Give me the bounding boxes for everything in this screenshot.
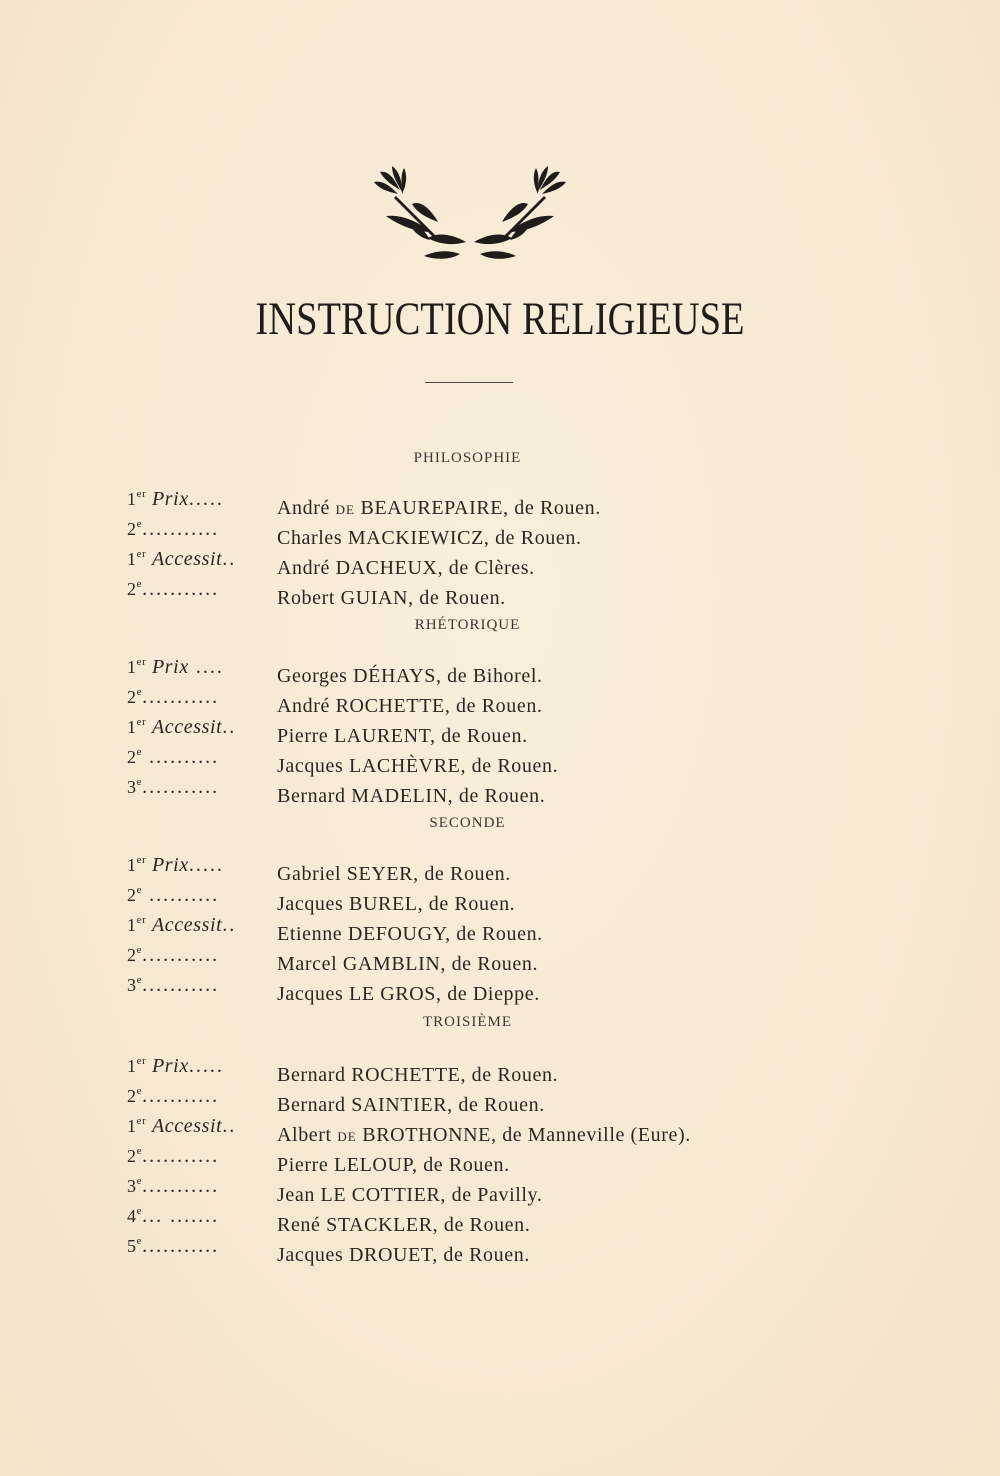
surname-and-town: LELOUP, de Rouen. (333, 1154, 510, 1176)
first-name: Etienne (277, 923, 343, 945)
leader-dots: ..... (188, 854, 224, 876)
leader-dots: ........... (142, 1175, 220, 1197)
surname-and-town: GUIAN, de Rouen. (340, 587, 506, 609)
laureate (277, 979, 540, 1009)
first-name: Jacques (277, 893, 344, 915)
rank-ordinal: e (136, 578, 143, 590)
section-heading: TROISIÈME (423, 1014, 512, 1030)
first-name: Gabriel (277, 863, 342, 885)
first-name: Albert (277, 1124, 332, 1146)
rank-ordinal: er (136, 1055, 147, 1067)
laureate (277, 583, 506, 613)
surname-and-town: STACKLER, de Rouen. (326, 1214, 531, 1236)
award-row (127, 1076, 545, 1116)
rank-ordinal: e (136, 776, 143, 788)
surname-and-town: DÉHAYS, de Bihorel. (353, 665, 543, 687)
leader-dots: .......... (142, 884, 220, 906)
first-name: Jacques (277, 1244, 344, 1266)
award-type: Prix (151, 656, 189, 678)
rank-ordinal: e (136, 1085, 143, 1097)
rank-number: 2 (127, 579, 137, 599)
rank-number: 2 (127, 519, 137, 539)
leader-dots: .. (222, 548, 237, 570)
first-name: Pierre (277, 725, 329, 747)
award-rank (127, 965, 277, 1000)
leader-dots: ........... (142, 578, 220, 600)
rank-ordinal: er (136, 1115, 147, 1127)
laureate (277, 1240, 530, 1270)
leader-dots: .. (222, 716, 237, 738)
award-rank (127, 767, 277, 802)
surname-and-town: ROCHETTE, de Rouen. (335, 695, 543, 717)
leader-dots: ........... (142, 1235, 220, 1257)
first-name: André (277, 695, 330, 717)
surname-and-town: BEAUREPAIRE, de Rouen. (360, 497, 601, 519)
rank-ordinal: er (136, 548, 147, 560)
award-row (127, 539, 535, 579)
rank-ordinal: er (136, 914, 147, 926)
rank-number: 2 (127, 1146, 137, 1166)
leader-dots: .. (222, 914, 237, 936)
first-name: Bernard (277, 1094, 346, 1116)
rank-ordinal: e (136, 944, 143, 956)
surname-and-town: MACKIEWICZ, de Rouen. (347, 527, 582, 549)
surname-and-town: LAURENT, de Rouen. (333, 725, 528, 747)
first-name: Jacques (277, 983, 344, 1005)
first-name: Pierre (277, 1154, 329, 1176)
rank-ordinal: e (136, 974, 143, 986)
rank-ordinal: e (136, 1235, 143, 1247)
rank-ordinal: e (136, 1145, 143, 1157)
rank-number: 2 (127, 945, 137, 965)
award-row (127, 569, 506, 609)
rank-number: 1 (127, 855, 137, 875)
award-row (127, 707, 528, 747)
leader-dots: ........... (142, 1145, 220, 1167)
award-type: Prix (151, 1055, 189, 1077)
award-rank (127, 1226, 277, 1261)
award-row (127, 905, 543, 945)
rank-ordinal: e (136, 1205, 143, 1217)
first-name: Georges (277, 665, 348, 687)
award-type: Accessit (151, 914, 223, 936)
award-row (127, 1196, 531, 1236)
leader-dots: .......... (142, 746, 220, 768)
leader-dots: ........... (142, 776, 220, 798)
rank-number: 2 (127, 687, 137, 707)
laureate (277, 781, 545, 811)
section-heading: PHILOSOPHIE (413, 450, 522, 466)
rank-ordinal: er (136, 716, 147, 728)
award-row (127, 647, 543, 687)
award-row (127, 479, 601, 519)
rank-number: 1 (127, 657, 137, 677)
rank-number: 1 (127, 717, 137, 737)
award-row (127, 677, 543, 717)
surname-and-town: LACHÈVRE, de Rouen. (349, 755, 559, 777)
rank-number: 4 (127, 1206, 137, 1226)
award-row (127, 1106, 691, 1146)
first-name: Bernard (277, 785, 346, 807)
rank-ordinal: er (136, 656, 147, 668)
surname-and-town: SAINTIER, de Rouen. (351, 1094, 545, 1116)
leader-dots: ... ....... (142, 1205, 220, 1227)
award-type: Prix (151, 854, 189, 876)
surname-and-town: LE COTTIER, de Pavilly. (320, 1184, 543, 1206)
award-type: Accessit (151, 548, 223, 570)
surname-and-town: BUREL, de Rouen. (349, 893, 516, 915)
rank-number: 1 (127, 549, 137, 569)
first-name: André (277, 497, 330, 519)
rank-number: 1 (127, 915, 137, 935)
award-row (127, 767, 546, 807)
surname-and-town: ROCHETTE, de Rouen. (351, 1064, 559, 1086)
surname-and-town: DROUET, de Rouen. (349, 1244, 530, 1266)
rank-number: 2 (127, 747, 137, 767)
surname-and-town: SEYER, de Rouen. (346, 863, 511, 885)
award-row (127, 1046, 559, 1086)
laurel-ornament-icon (360, 160, 580, 270)
leader-dots: ........... (142, 974, 220, 996)
rank-ordinal: er (136, 854, 147, 866)
rank-number: 1 (127, 489, 137, 509)
award-type: Accessit (151, 1115, 223, 1137)
leader-dots: .. (222, 1115, 237, 1137)
surname-and-town: LE GROS, de Dieppe. (349, 983, 540, 1005)
rank-ordinal: e (136, 884, 143, 896)
rank-ordinal: e (136, 518, 143, 530)
rank-number: 3 (127, 777, 137, 797)
leader-dots: ........... (142, 518, 220, 540)
first-name: Marcel (277, 953, 338, 975)
rank-ordinal: e (136, 746, 143, 758)
first-name: Robert (277, 587, 336, 609)
name-particle: DE (337, 1129, 357, 1144)
surname-and-town: MADELIN, de Rouen. (351, 785, 546, 807)
leader-dots: ..... (188, 488, 224, 510)
rank-number: 2 (127, 885, 137, 905)
title-divider (425, 382, 513, 383)
leader-dots: .... (188, 656, 224, 678)
rank-number: 1 (127, 1116, 137, 1136)
leader-dots: ........... (142, 1085, 220, 1107)
award-row (127, 1226, 530, 1266)
rank-number: 1 (127, 1056, 137, 1076)
name-particle: DE (335, 502, 355, 517)
award-type: Prix (151, 488, 189, 510)
rank-ordinal: e (136, 686, 143, 698)
award-row (127, 737, 559, 777)
first-name: Bernard (277, 1064, 346, 1086)
rank-ordinal: e (136, 1175, 143, 1187)
section-heading: SECONDE (429, 815, 506, 831)
surname-and-town: GAMBLIN, de Rouen. (342, 953, 539, 975)
first-name: Charles (277, 527, 343, 549)
leader-dots: ..... (188, 1055, 224, 1077)
first-name: Jean (277, 1184, 315, 1206)
first-name: André (277, 557, 330, 579)
award-row (127, 965, 540, 1005)
leader-dots: ........... (142, 686, 220, 708)
award-row (127, 509, 582, 549)
rank-number: 2 (127, 1086, 137, 1106)
award-type: Accessit (151, 716, 223, 738)
rank-number: 5 (127, 1236, 137, 1256)
rank-number: 3 (127, 1176, 137, 1196)
surname-and-town: BROTHONNE, de Manneville (Eure). (362, 1124, 691, 1146)
award-row (127, 845, 511, 885)
award-rank (127, 569, 277, 604)
surname-and-town: DEFOUGY, de Rouen. (347, 923, 543, 945)
first-name: Jacques (277, 755, 344, 777)
leader-dots: ........... (142, 944, 220, 966)
rank-ordinal: er (136, 488, 147, 500)
award-row (127, 1166, 543, 1206)
surname-and-town: DACHEUX, de Clères. (335, 557, 535, 579)
award-row (127, 935, 539, 975)
rank-number: 3 (127, 975, 137, 995)
section-heading: RHÉTORIQUE (414, 617, 521, 633)
page-title: INSTRUCTION RELIGIEUSE (255, 293, 745, 345)
first-name: René (277, 1214, 321, 1236)
award-row (127, 875, 516, 915)
award-row (127, 1136, 510, 1176)
